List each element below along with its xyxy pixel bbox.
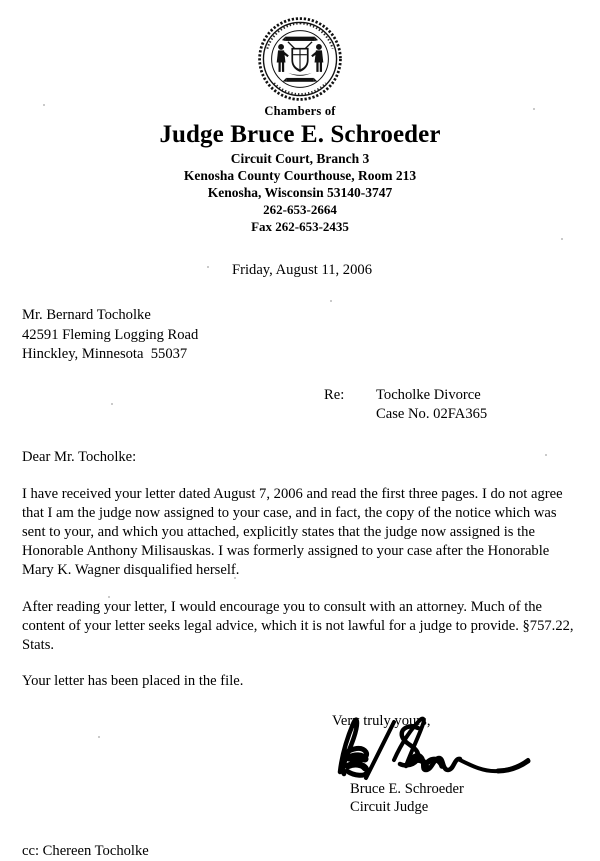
paragraph-2: After reading your letter, I would encourage you to consult with an attorney. Much of the content of your letter seeks legal advice, which it is not lawful for a judge to provide. §757.22, Stats. xyxy=(22,598,574,654)
closing-salutation: Very truly yours, xyxy=(332,712,431,729)
judge-name: Judge Bruce E. Schroeder xyxy=(159,121,441,148)
wisconsin-state-seal-icon xyxy=(257,16,343,102)
reference-block xyxy=(324,386,582,424)
paragraph-3: Your letter has been placed in the file. xyxy=(22,673,244,690)
phone-number: 262-653-2664 xyxy=(263,202,337,218)
court-branch: Circuit Court, Branch 3 xyxy=(230,151,370,167)
recipient-street: 42591 Fleming Logging Road xyxy=(22,326,199,343)
signer-name: Bruce E. Schroeder xyxy=(350,780,464,797)
signature-block xyxy=(22,712,582,824)
re-label: Re: xyxy=(324,387,345,404)
letterhead xyxy=(0,0,600,235)
signer-title: Circuit Judge xyxy=(350,798,429,815)
salutation: Dear Mr. Tocholke: xyxy=(22,449,137,466)
recipient-city-state-zip: Hinckley, Minnesota 55037 xyxy=(22,345,188,362)
re-values xyxy=(376,386,582,424)
letter-date: Friday, August 11, 2006 xyxy=(232,262,372,279)
re-matter: Tocholke Divorce xyxy=(376,387,481,404)
chambers-of-label: Chambers of xyxy=(264,104,336,118)
courthouse-address: Kenosha County Courthouse, Room 213 xyxy=(183,168,417,184)
cc-line: cc: Chereen Tocholke xyxy=(22,842,149,859)
re-case-number: Case No. 02FA365 xyxy=(376,406,488,423)
recipient-name: Mr. Bernard Tocholke xyxy=(22,307,151,324)
paragraph-1: I have received your letter dated August 7, 2006 and read the first three pages. I do not agree that I am the judge now assigned to your case, and in fact, the copy of the notice which was sent to your, and which you attached, explicitly states that the judge now assigned is the Honorable Anthony Milisauskas. I was formerly assigned to your case after the Honorable Mary K. Wagner disqualified herself. xyxy=(22,485,563,579)
letter-body xyxy=(0,261,600,860)
fax-number: Fax 262-653-2435 xyxy=(251,219,349,235)
city-state-zip: Kenosha, Wisconsin 53140-3747 xyxy=(207,185,393,201)
recipient-address-block xyxy=(22,306,582,364)
